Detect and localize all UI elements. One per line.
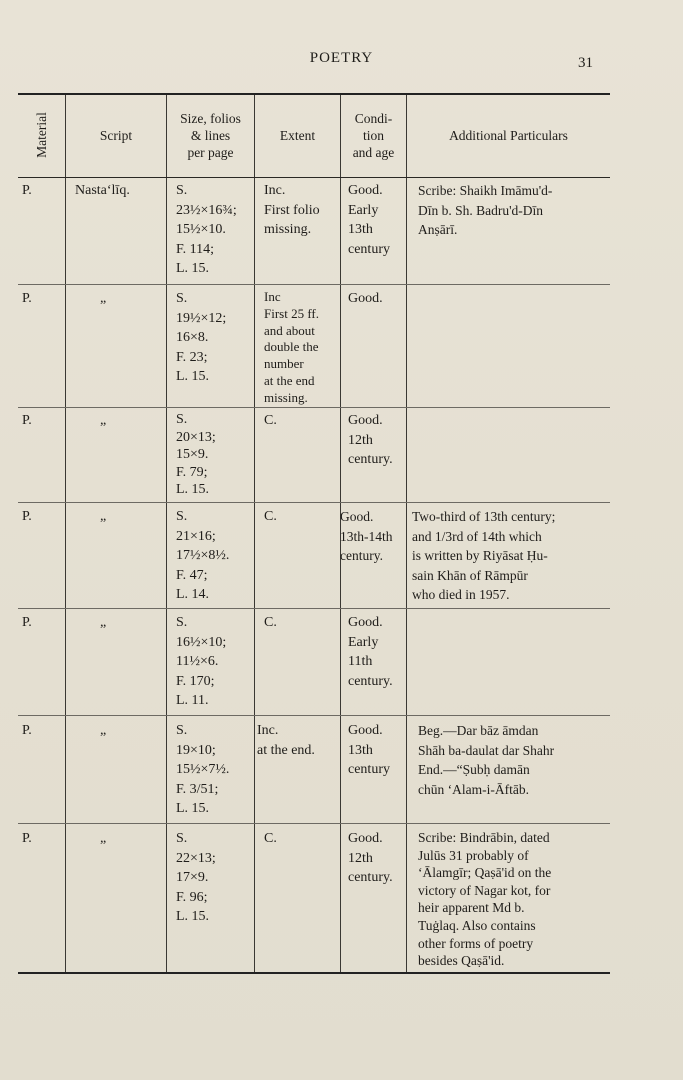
cell-condition: Good. Early 13th century: [348, 183, 390, 257]
header-script: Script: [99, 127, 133, 143]
row-separator: [18, 407, 610, 408]
cell-condition: Good. 12th century.: [348, 831, 393, 885]
cell-size: S. 22×13; 17×9. F. 96; L. 15.: [176, 831, 216, 924]
cell-particulars: Scribe: Bindrābin, dated Julūs 31 probably of ‘Ālamgīr; Qaṣā'id on the victory of Nagar kot, for heir apparent Md b. Tuġlaq. Also contains other forms of poetry besides Qaṣā'id.: [418, 830, 552, 969]
cell-material: P.: [22, 413, 32, 428]
cell-size: S. 19×10; 15½×7½. F. 3/51; L. 15.: [176, 723, 230, 816]
column-divider: [406, 95, 407, 972]
cell-material: P.: [22, 723, 32, 738]
header-particulars: Additional Particulars: [449, 127, 568, 143]
cell-script: Nasta‘līq.: [75, 183, 130, 198]
cell-extent: C.: [264, 831, 277, 846]
cell-particulars: Beg.—Dar bāz āmdan Shāh ba-daulat dar Shahr End.—“Ṣubḥ damān chūn ‘Alam-i-Āftāb.: [418, 723, 555, 797]
cell-size: S. 23½×16¾; 15½×10. F. 114; L. 15.: [176, 183, 237, 276]
cell-material: P.: [22, 183, 32, 198]
row-separator: [18, 284, 610, 285]
manuscript-table: [18, 93, 610, 974]
cell-script: „: [100, 831, 107, 846]
cell-extent: Inc. First folio missing.: [264, 183, 320, 237]
cell-script: „: [100, 413, 107, 428]
row-separator: [18, 715, 610, 716]
header-material: Material: [33, 112, 49, 158]
cell-script: „: [100, 291, 107, 306]
table-bottom-rule: [18, 972, 610, 974]
cell-material: P.: [22, 291, 32, 306]
cell-extent: C.: [264, 615, 277, 630]
cell-condition: Good. 12th century.: [348, 413, 393, 467]
cell-condition: Good. 13th century: [348, 723, 390, 777]
header-condition: Condi- tion and age: [352, 110, 395, 160]
cell-size: S. 20×13; 15×9. F. 79; L. 15.: [176, 412, 216, 497]
header-extent: Extent: [279, 127, 316, 143]
cell-script: „: [100, 615, 107, 630]
row-separator: [18, 502, 610, 503]
column-divider: [65, 95, 66, 972]
cell-condition: Good. 13th-14th century.: [340, 509, 393, 563]
cell-extent: Inc. at the end.: [257, 723, 315, 758]
cell-particulars: Two-third of 13th century; and 1/3rd of 14th which is written by Riyāsat Ḥu- sain Khān of Rāmpūr who died in 1957.: [412, 509, 556, 602]
cell-material: P.: [22, 831, 32, 846]
cell-condition: Good. Early 11th century.: [348, 615, 393, 689]
cell-size: S. 19½×12; 16×8. F. 23; L. 15.: [176, 291, 227, 384]
column-divider: [166, 95, 167, 972]
cell-extent: C.: [264, 509, 277, 524]
page-number: 31: [578, 55, 593, 71]
cell-script: „: [100, 509, 107, 524]
cell-material: P.: [22, 615, 32, 630]
cell-script: „: [100, 723, 107, 738]
header-size: Size, folios & lines per page: [180, 110, 241, 160]
cell-size: S. 21×16; 17½×8½. F. 47; L. 14.: [176, 509, 230, 602]
header-separator: [18, 177, 610, 178]
cell-extent: C.: [264, 413, 277, 428]
row-separator: [18, 823, 610, 824]
column-divider: [254, 95, 255, 972]
running-head: POETRY: [309, 50, 374, 66]
cell-particulars: Scribe: Shaikh Imāmu'd- Dīn b. Sh. Badru'd-Dīn Anṣārī.: [418, 183, 553, 237]
cell-size: S. 16½×10; 11½×6. F. 170; L. 11.: [176, 615, 227, 708]
cell-material: P.: [22, 509, 32, 524]
cell-extent: Inc First 25 ff. and about double the number at the end missing.: [264, 289, 320, 405]
row-separator: [18, 608, 610, 609]
cell-condition: Good.: [348, 291, 383, 306]
